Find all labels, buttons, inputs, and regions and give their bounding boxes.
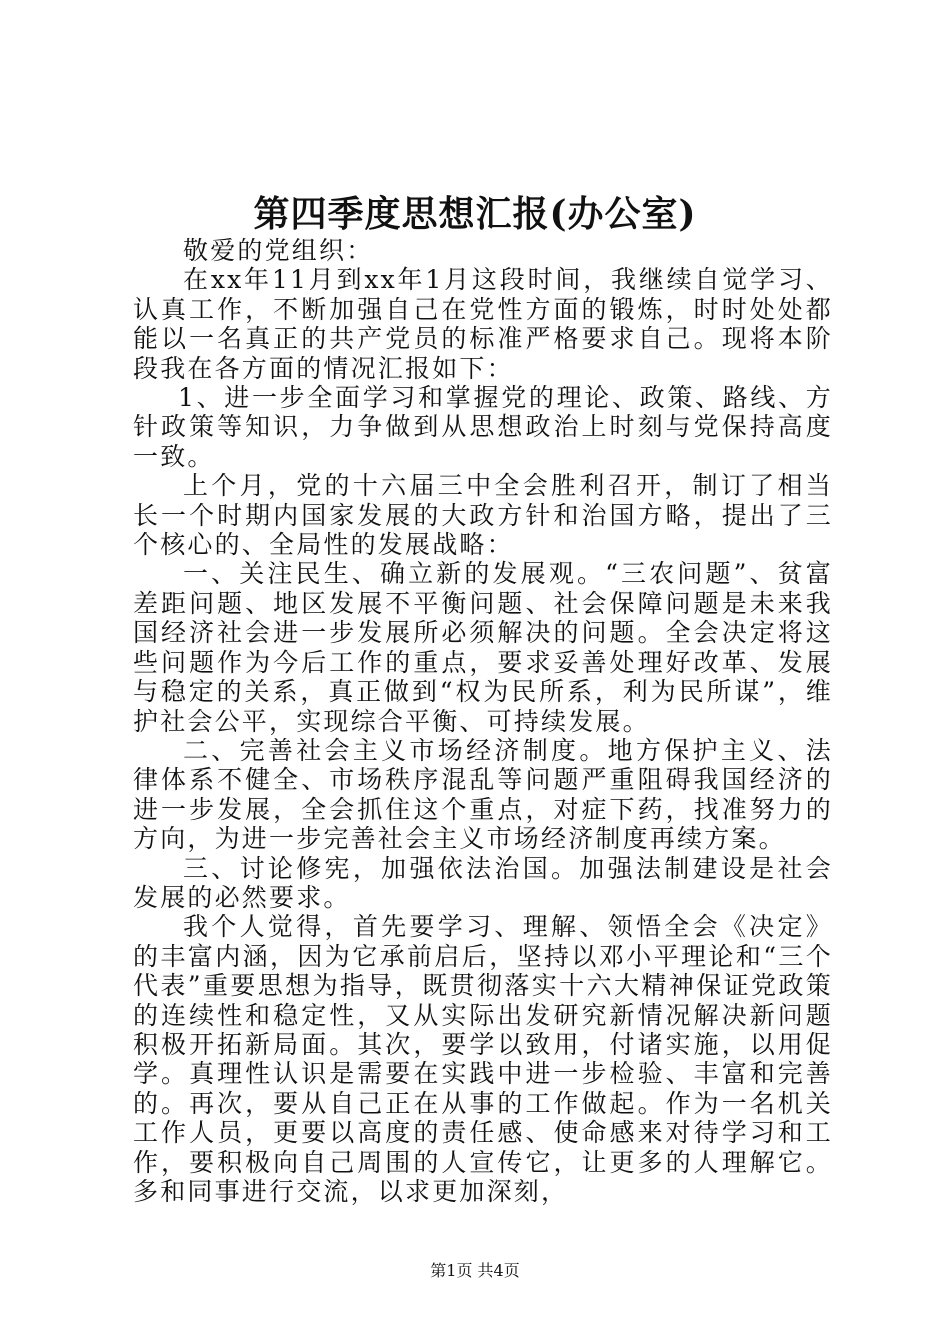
document-title: 第四季度思想汇报(办公室) <box>253 193 697 235</box>
paragraph-intro: 在xx年11月到xx年1月这段时间，我继续自觉学习、认真工作，不断加强自己在党性方面的锻炼，时时处处都能以一名真正的共产党员的标准严格要求自己。现将本阶段我在各方面的情况汇报如下： <box>133 265 833 383</box>
paragraph-point-3: 三、讨论修宪，加强依法治国。加强法制建设是社会发展的必然要求。 <box>133 853 833 912</box>
document-body <box>133 236 833 1206</box>
paragraph-point-2: 二、完善社会主义市场经济制度。地方保护主义、法律体系不健全、市场秩序混乱等问题严重阻碍我国经济的进一步发展，全会抓住这个重点，对症下药，找准努力的方向，为进一步完善社会主义市场经济制度再续方案。 <box>133 735 833 854</box>
paragraph-plenum: 上个月，党的十六届三中全会胜利召开，制订了相当长一个时期内国家发展的大政方针和治国方略，提出了三个核心的、全局性的发展战略： <box>133 471 833 560</box>
page-footer: 第1页 共4页 <box>430 1261 520 1280</box>
paragraph-item-1: 1、进一步全面学习和掌握党的理论、政策、路线、方针政策等知识，力争做到从思想政治上时刻与党保持高度一致。 <box>133 383 833 471</box>
salutation: 敬爱的党组织： <box>183 236 374 265</box>
paragraph-personal: 我个人觉得，首先要学习、理解、领悟全会《决定》的丰富内涵，因为它承前启后，坚持以邓小平理论和“三个代表”重要思想为指导，既贯彻落实十六大精神保证党政策的连续性和稳定性，又从实际出发研究新情况解决新问题积极开拓新局面。其次，要学以致用，付诸实施，以用促学。真理性认识是需要在实践中进一步检验、丰富和完善的。再次，要从自己正在从事的工作做起。作为一名机关工作人员，更要以高度的责任感、使命感来对待学习和工作，要积极向自己周围的人宣传它，让更多的人理解它。多和同事进行交流，以求更加深刻， <box>133 912 833 1206</box>
paragraph-point-1: 一、关注民生、确立新的发展观。“三农问题”、贫富差距问题、地区发展不平衡问题、社会保障问题是未来我国经济社会进一步发展所必须解决的问题。全会决定将这些问题作为今后工作的重点，要求妥善处理好改革、发展与稳定的关系，真正做到“权为民所系，利为民所谋”，维护社会公平，实现综合平衡、可持续发展。 <box>133 559 833 736</box>
